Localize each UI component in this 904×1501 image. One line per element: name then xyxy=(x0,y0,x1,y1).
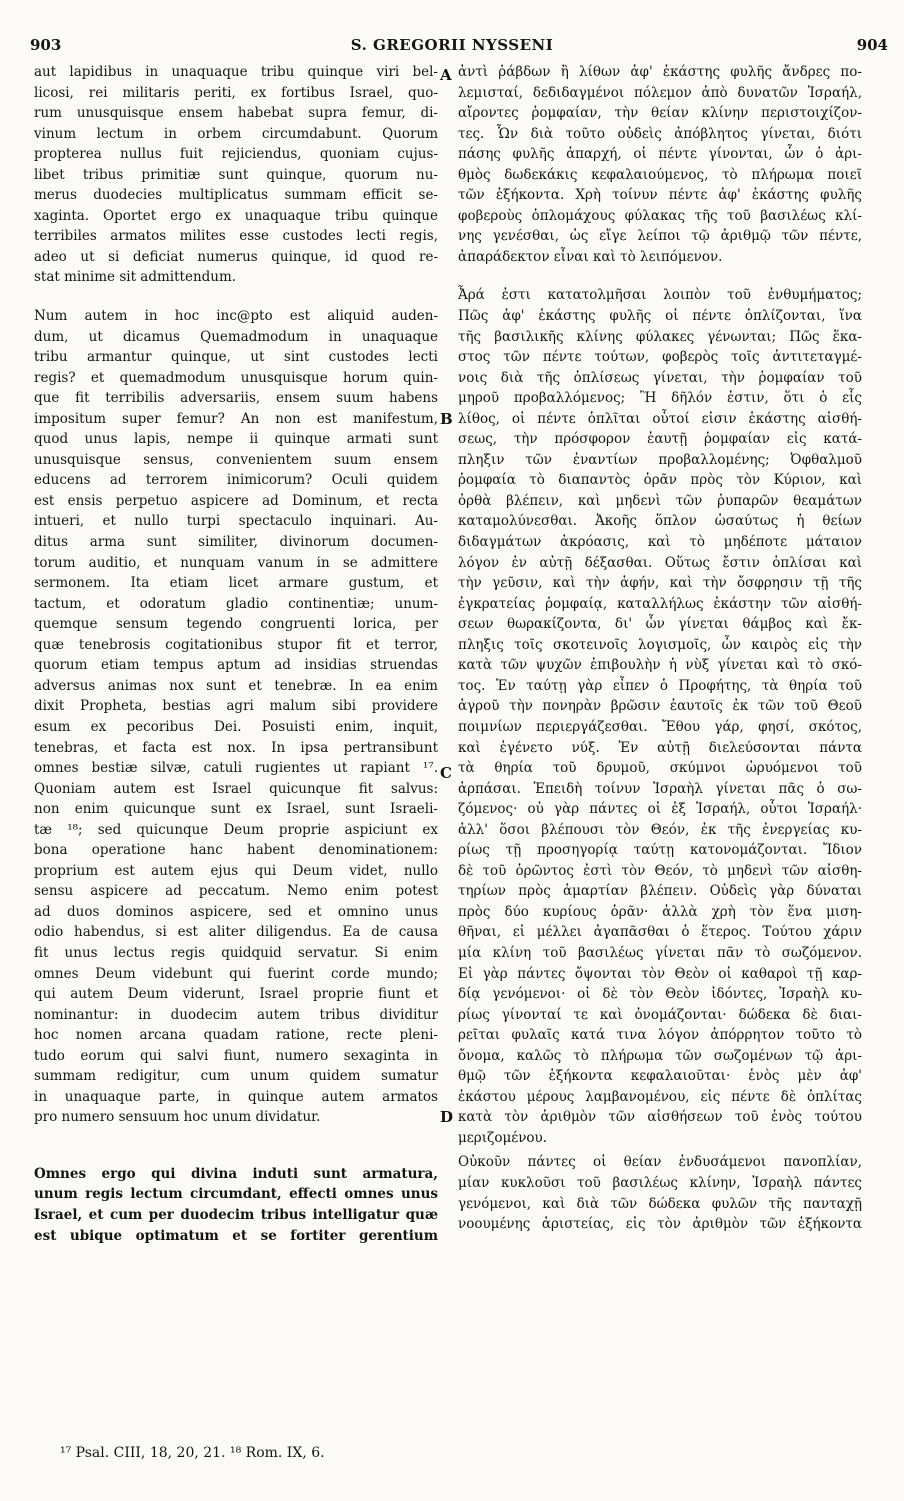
text-line: educens ad terrorem inimicorum? Oculi quidem xyxy=(34,472,438,489)
text-line: regis? et quemadmodum unusquisque horum quin- xyxy=(34,369,438,386)
text-line: λίθος, οἱ πέντε ὁπλῖται οὗτοί εἰσιν ἑκάστης αἰσθή- xyxy=(458,410,862,427)
text-line: λεμισταί, δεδιδαγμένοι πόλεμον ἀπὸ δυνατῶν Ἰσραήλ, xyxy=(458,84,862,101)
text-line: ἀντὶ ῥάβδων ἢ λίθων ἀφ' ἑκάστης φυλῆς ἄνδρες πο- xyxy=(458,64,862,80)
text-line: τῶν ἑξήκοντα. Χρὴ τοίνυν πέντε ἀφ' ἑκάστης φυλῆς xyxy=(458,187,862,204)
greek-column xyxy=(458,62,862,1235)
text-line: νης γενέσθαι, ὡς εἴγε λείποι τῷ ἀριθμῷ τῶν πέντε, xyxy=(458,228,862,245)
text-line: hoc nomen arcana quadam ratione, recte pleni- xyxy=(34,1027,438,1044)
text-line: merus duodecies multiplicatus summam efficit se- xyxy=(34,187,438,204)
text-line: διδαγμάτων ἀκρόασις, καὶ τὸ μηδέποτε μάταιον xyxy=(458,534,862,551)
text-line: ἑκάστου μέρους λαμβανομένου, εἰς πέντε δὲ ὁπλίτας xyxy=(458,1088,862,1105)
text-line: πρὸς δύο κυρίους ὁρᾶν· ἀλλὰ χρὴ τὸν ἕνα μιση- xyxy=(458,903,862,920)
text-line: fit unus lectus regis quidquid servatur. Si enim xyxy=(34,944,438,961)
text-line: μεριζομένου. xyxy=(458,1129,548,1146)
text-line: καταμολύνεσθαι. Ἀκοῆς ὅπλον ὡσαύτως ἡ θείων xyxy=(458,513,862,530)
text-line: tactum, et odoratum gladio continentiæ; unum- xyxy=(34,595,438,612)
text-line: κατὰ τῶν ψυχῶν ἐπιβουλὴν ἡ νὺξ γίνεται καὶ τὸ σκό- xyxy=(458,657,862,674)
text-line: stat minime sit admittendum. xyxy=(34,269,237,286)
text-line: τῆς βασιλικῆς κλίνης φύλακες γένωνται; Πῶς ἕκα- xyxy=(458,328,862,345)
text-line: Οὐκοῦν πάντες οἱ θείαν ἐνδυσάμενοι πανοπλίαν, xyxy=(458,1154,862,1171)
text-line: θμῷ τῶν ἑξήκοντα κεφαλαιοῦται· ἑνὸς μὲν ἀφ' xyxy=(458,1068,862,1085)
text-line: aut lapidibus in unaquaque tribu quinque viri bel- xyxy=(34,64,438,80)
text-line: θμὸς δωδεκάκις κεφαλαιούμενος, τὸ πλήρωμα ποιεῖ xyxy=(458,166,862,183)
text-line: non enim quicunque sunt ex Israel, sunt Israeli- xyxy=(34,801,438,818)
text-line: quod unus lapis, nempe ii quinque armati sunt xyxy=(34,431,438,448)
latin-paragraph xyxy=(34,306,438,1128)
text-line: tenebras, et facta est nox. In ipsa pertransibunt xyxy=(34,739,438,756)
text-line: ὀρθὰ βλέπειν, καὶ μηδενὶ τῶν ῥυπαρῶν θεαμάτων xyxy=(458,492,862,509)
text-line: Ἆρά ἐστι κατατολμῆσαι λοιπὸν τοῦ ἐνθυμήματος; xyxy=(458,287,862,304)
text-line: sensu aspicere ad peccatum. Nemo enim potest xyxy=(34,883,438,900)
text-line: νοις διὰ τῆς ὁπλίσεως γίνεται, τὴν ῥομφαίαν τοῦ xyxy=(458,369,862,386)
text-line: intueri, et nullo turpi spectaculo inquinari. Au- xyxy=(34,513,438,530)
text-line: quemque sensum tegendo congruenti lorica, per xyxy=(34,616,438,633)
text-line: τος. Ἐν ταύτῃ γὰρ εἶπεν ὁ Προφήτης, τὰ θηρία τοῦ xyxy=(458,677,862,694)
text-line: odio habendus, si est aliter diligendus. Ea de causa xyxy=(34,924,438,941)
text-line: Quoniam autem est Israel quicunque fit salvus: xyxy=(34,780,438,797)
text-line: ρεῖται φυλαῖς κατά τινα λόγον ἀπόρρητον τοῦτο τὸ xyxy=(458,1027,862,1044)
text-line: φοβεροὺς ὁπλομάχους φύλακας τῆς τοῦ βασιλέως κλί- xyxy=(458,207,862,224)
text-line: Omnes ergo qui divina induti sunt armatura, xyxy=(34,1165,438,1182)
page-number-left: 903 xyxy=(30,36,62,54)
text-line: sermonem. Ita etiam licet armare gustum, et xyxy=(34,575,438,592)
text-line: unusquisque sensus, convenientem suum ensem xyxy=(34,451,438,468)
text-line: pro numero sensuum hoc unum dividatur. xyxy=(34,1109,321,1126)
text-line: in unaquaque parte, in quinque autem armatos xyxy=(34,1088,438,1105)
text-line: bona operatione hanc habent denominationem: xyxy=(34,842,438,859)
text-line: ἀπαράδεκτον εἶναι καὶ τὸ λειπόμενον. xyxy=(458,248,723,265)
text-line: πάσης φυλῆς ἀπαρχή, οἱ πέντε γίνονται, ὧν ὁ ἀρι- xyxy=(458,146,862,163)
text-line: propterea nullus fuit rejiciendus, quoniam cujus- xyxy=(34,146,438,163)
text-line: κατὰ τὸν ἀριθμὸν τῶν αἰσθήσεων τοῦ ἑνὸς τούτου xyxy=(458,1109,862,1126)
text-line: tribu armantur quinque, ut sint custodes lecti xyxy=(34,349,438,366)
greek-paragraph xyxy=(458,1152,862,1234)
paragraph-gap xyxy=(34,1128,438,1164)
latin-column xyxy=(34,62,438,1246)
greek-paragraph xyxy=(458,285,862,1148)
text-line: τηρίων πρὸς ἁμαρτίαν βλέπειν. Οὐδεὶς γὰρ δύναται xyxy=(458,883,862,900)
section-marker-d: D xyxy=(440,1108,454,1126)
text-line: Εἰ γὰρ πάντες ὄψονται τὸν Θεὸν οἱ καθαροὶ τῇ καρ- xyxy=(458,965,862,982)
text-line: γενόμενοι, καὶ διὰ τῶν δώδεκα φυλῶν τῆς πανταχῇ xyxy=(458,1195,862,1212)
text-line: esum ex pecoribus Dei. Posuisti enim, inquit, xyxy=(34,718,438,735)
text-line: ζόμενος· οὐ γὰρ πάντες οἱ ἐξ Ἰσραήλ, οὗτοι Ἰσραήλ· xyxy=(458,801,862,818)
page-number-right: 904 xyxy=(856,36,888,54)
paragraph-gap xyxy=(458,267,862,285)
text-line: tudo eorum qui salvi fiunt, numero sexaginta in xyxy=(34,1047,438,1064)
text-line: libet tribus primitiæ sunt quinque, quorum nu- xyxy=(34,166,438,183)
text-line: est ubique optimatum et se fortiter gerentium xyxy=(34,1227,438,1244)
text-line: tæ ¹⁸; sed quicunque Deum proprie aspiciunt ex xyxy=(34,821,438,838)
text-line: vinum lectum in orbem circumdabunt. Quorum xyxy=(34,125,438,142)
text-line: ditus arma sunt similiter, divinorum documen- xyxy=(34,534,438,551)
text-line: μηροῦ προβαλλόμενος; Ἢ δῆλόν ἐστιν, ὅτι ὁ εἷς xyxy=(458,390,862,407)
text-line: μίαν κυκλοῦσι τοῦ βασιλέως κλίνην, Ἰσραὴλ πάντες xyxy=(458,1174,862,1191)
paragraph-gap xyxy=(34,288,438,306)
text-line: licosi, rei militaris periti, ex fortibus Israel, quo- xyxy=(34,84,438,101)
text-line: ῥομφαία τὸ διαπαντὸς ὁρᾶν πρὸς τὸν Κύριον, καὶ xyxy=(458,472,862,489)
text-line: ρίως τῇ προσηγορίᾳ ταύτῃ κατονομάζονται. Ἴδιον xyxy=(458,842,862,859)
text-line: ἀλλ' ὅσοι βλέπουσι τὸν Θεόν, ἐκ τῆς ἐνεργείας κυ- xyxy=(458,821,862,838)
text-line: σεων θωρακίζοντα, δι' ὧν γίνεται θάμβος καὶ ἔκ- xyxy=(458,616,862,633)
text-line: nominantur: in duodecim autem tribus dividitur xyxy=(34,1006,438,1023)
text-line: λόγον ἐν αὐτῇ δέξασθαι. Οὕτως ἔστιν ὁπλίσαι καὶ xyxy=(458,554,862,571)
text-line: μία κλίνη τοῦ βασιλέως γίνεται πᾶν τὸ σωζόμενον. xyxy=(458,944,862,961)
running-title: S. GREGORII NYSSENI xyxy=(350,36,554,54)
latin-paragraph xyxy=(34,1164,438,1246)
text-line: πληξις τοῖς σκοτεινοῖς λογισμοῖς, ὧν καιρὸς εἰς τὴν xyxy=(458,636,862,653)
text-line: ποιμνίων περιεργάζεσθαι. Ἔθου γάρ, φησί, σκότος, xyxy=(458,718,862,735)
text-line: est ensis perpetuo aspicere ad Dominum, et recta xyxy=(34,492,438,509)
greek-paragraph xyxy=(458,62,862,267)
text-line: ad duos dominos aspicere, sed et omnino unus xyxy=(34,903,438,920)
text-line: τὴν γεῦσιν, καὶ τὴν ἁφήν, καὶ τὴν ὄσφρησιν τῇ τῆς xyxy=(458,575,862,592)
text-line: quæ tenebrosis cogitationibus stupor fit et terror, xyxy=(34,636,438,653)
text-line: omnes bestiæ silvæ, catuli rugientes ut rapiant ¹⁷. xyxy=(34,760,438,777)
text-line: ἐγκρατείας ῥομφαίᾳ, καταλλήλως ἑκάστην τῶν αἰσθή- xyxy=(458,595,862,612)
text-line: καὶ ἐγένετο νύξ. Ἐν αὐτῇ διελεύσονται πάντα xyxy=(458,739,862,756)
text-line: summam redigitur, cum unum quidem sumatur xyxy=(34,1068,438,1085)
text-line: Num autem in hoc inc@pto est aliquid auden- xyxy=(34,308,438,325)
text-line: ρίως γίνονταί τε καὶ ὀνομάζονται· δώδεκα δὲ διαι- xyxy=(458,1006,862,1023)
text-line: omnes Deum videbunt qui fuerint corde mundo; xyxy=(34,965,438,982)
text-line: torum auditio, et nunquam vanum in se admittere xyxy=(34,554,438,571)
text-line: δὲ τοῦ ὁρῶντος ἐστὶ τὸν Θεόν, τὸ μηδενὶ τῶν αἰσθη- xyxy=(458,862,862,879)
text-line: que fit terribilis adversariis, ensem suum habens xyxy=(34,390,438,407)
text-line: dum, ut dicamus Quemadmodum in unaquaque xyxy=(34,328,438,345)
text-line: rum unusquisque ensem habebat supra femur, di- xyxy=(34,105,438,122)
text-line: impositum super femur? An non est manifestum, xyxy=(34,410,438,427)
text-line: πληξιν τῶν ἐναντίων προβαλλομένης; Ὀφθαλμοῦ xyxy=(458,451,862,468)
text-line: ἁρπάσαι. Ἐπειδὴ τοίνυν Ἰσραὴλ γίνεται πᾶς ὁ σω- xyxy=(458,780,862,797)
text-line: στος τῶν πέντε τούτων, φοβερὸς τοῖς ἀντιτεταγμέ- xyxy=(458,349,862,366)
text-line: σεως, τὴν πρόσφορον ἑαυτῇ ῥομφαίαν εἰς κατά- xyxy=(458,431,862,448)
text-line: τες. Ὧν διὰ τοῦτο οὐδεὶς ἀπόβλητος γίνεται, διότι xyxy=(458,125,862,142)
text-line: αἴροντες ῥομφαίαν, τὴν θείαν κλίνην περιστοιχίζον- xyxy=(458,105,862,122)
text-line: θῆναι, εἰ μέλλει ἀγαπᾶσθαι ὁ ἕτερος. Τούτου χάριν xyxy=(458,924,862,941)
text-line: Πῶς ἀφ' ἑκάστης φυλῆς οἱ πέντε ὁπλίζονται, ἵνα xyxy=(458,308,862,325)
text-line: xaginta. Oportet ergo ex unaquaque tribu quinque xyxy=(34,207,438,224)
text-line: dixit Propheta, bestias agri malum sibi providere xyxy=(34,698,438,715)
text-line: adversus animas nox sunt et tenebræ. In ea enim xyxy=(34,677,438,694)
text-line: τὰ θηρία τοῦ δρυμοῦ, σκύμνοι ὠρυόμενοι τοῦ xyxy=(458,760,862,777)
text-line: ὄνομα, καλῶς τὸ πλήρωμα τῶν σωζομένων τῷ ἀρι- xyxy=(458,1047,862,1064)
text-line: ἀγροῦ τὴν πονηρὰν βρῶσιν ἑαυτοῖς ἐκ τῶν τοῦ Θεοῦ xyxy=(458,698,862,715)
text-line: terribiles armatos milites esse custodes lecti regis, xyxy=(34,228,438,245)
text-line: quorum etiam tempus aptum ad insidias struendas xyxy=(34,657,438,674)
text-line: unum regis lectum circumdant, effecti omnes unus xyxy=(34,1186,438,1203)
text-line: proprium est autem ejus qui Deum videt, nullo xyxy=(34,862,438,879)
section-marker-c: C xyxy=(440,764,452,782)
text-line: adeo ut si deficiat numerus quinque, id quod re- xyxy=(34,248,438,265)
text-line: Israel, et cum per duodecim tribus intelligatur quæ xyxy=(34,1206,438,1223)
text-line: qui autem Deum viderunt, Israel proprie fiunt et xyxy=(34,986,438,1003)
footnotes: ¹⁷ Psal. CIII, 18, 20, 21. ¹⁸ Rom. IX, 6. xyxy=(60,1445,325,1461)
latin-paragraph xyxy=(34,62,438,288)
text-line: δίᾳ γενόμενοι· οἱ δὲ τὸν Θεὸν ἰδόντες, Ἰσραὴλ κυ- xyxy=(458,986,862,1003)
text-line: νοουμένης ἀριστείας, εἰς τὸν ἀριθμὸν τῶν ἑξήκοντα xyxy=(458,1216,862,1233)
section-marker-b: B xyxy=(440,410,453,428)
section-marker-a: A xyxy=(440,66,452,84)
